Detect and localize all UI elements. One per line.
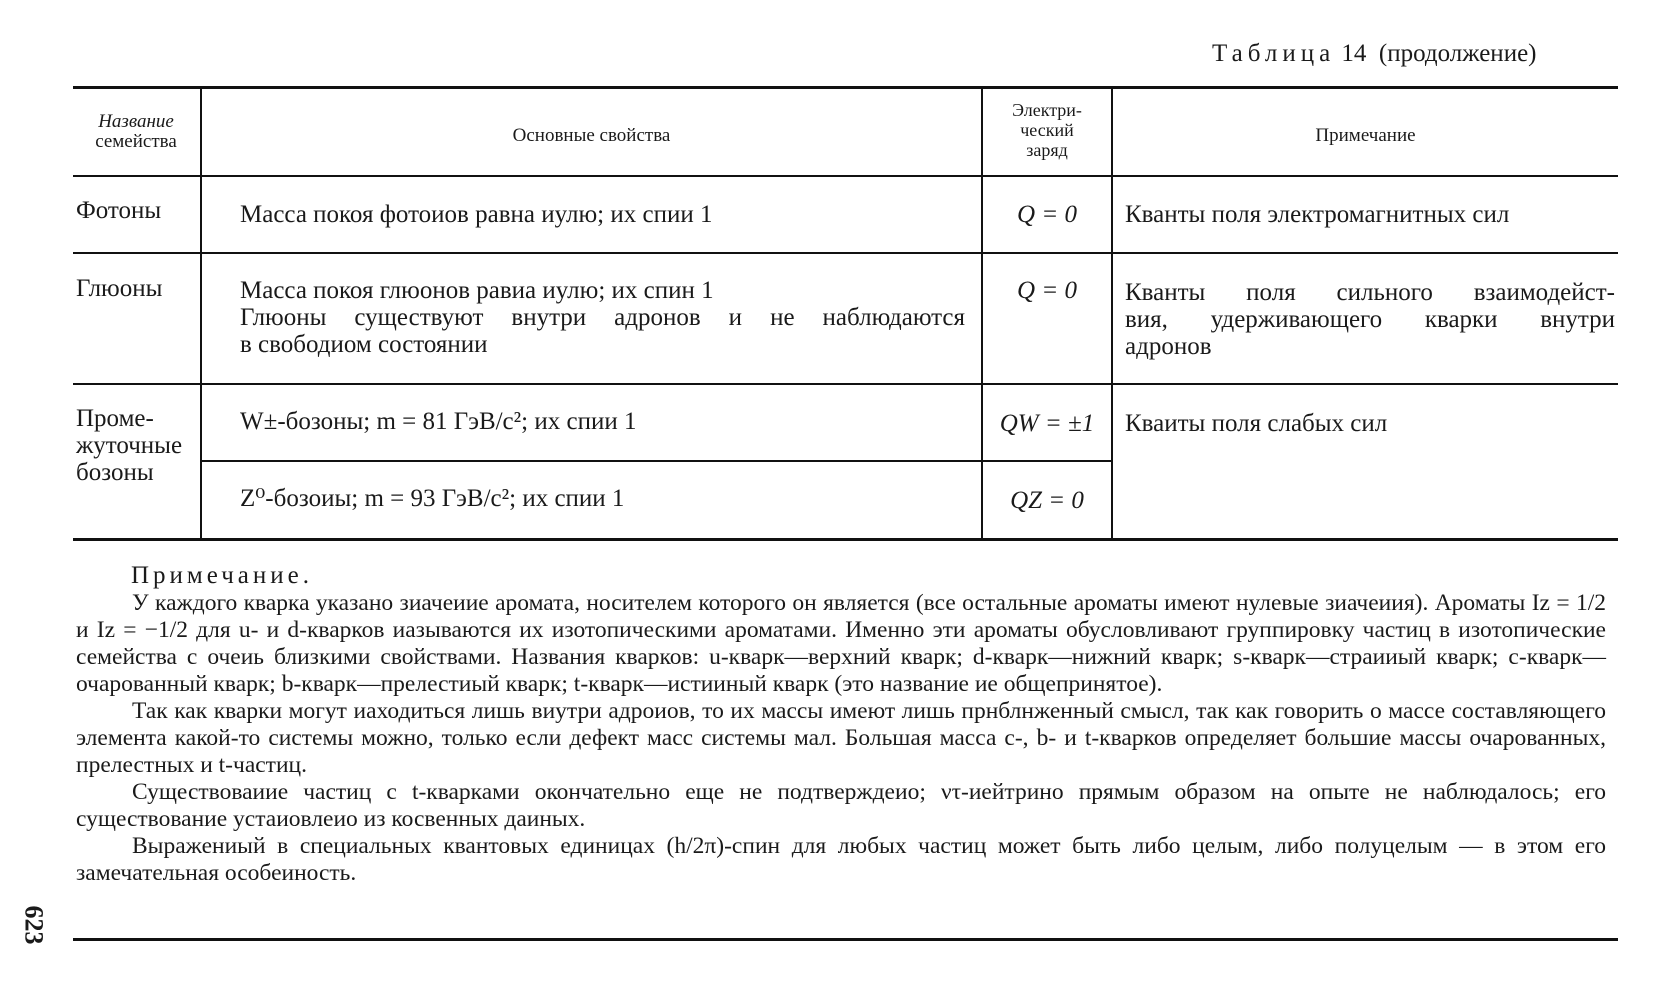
- note-gluons: Кванты поля сильного взаимодейст- вия, удерживающего кварки внутри адронов: [1125, 279, 1615, 360]
- family-gluons: Глюоны: [76, 275, 163, 302]
- family-bosons: Проме- жуточные бозоны: [76, 405, 183, 486]
- header-charge: Электри- ческий заряд: [1012, 100, 1082, 160]
- properties-photons: Масса покоя фотоиов равна иулю; их спии 1: [240, 201, 713, 228]
- properties-gluons: Масса покоя глюонов равиа иулю; их спин 1 Глюоны существуют внутри адронов и не наблюдаются в свободиом состоянии: [240, 277, 965, 358]
- page-bottom-rule: [73, 938, 1618, 941]
- notes-body: [76, 590, 1606, 887]
- column-rule: [1111, 88, 1113, 539]
- charge-photons: Q = 0: [1017, 201, 1077, 228]
- header-properties: Основные свойства: [512, 125, 671, 146]
- header-note: Примечание: [1315, 125, 1416, 146]
- properties-w-bosons: W±-бозоны; m = 81 ГэВ/c²; их спии 1: [240, 408, 637, 435]
- row-rule: [73, 383, 1618, 385]
- table-caption: Таблица 14 (продолжение): [1212, 40, 1537, 67]
- charge-z-bosons: QZ = 0: [1010, 487, 1084, 514]
- page-number: 623: [19, 905, 49, 945]
- header-rule: [73, 175, 1618, 177]
- header-family: Название семейства: [95, 111, 177, 152]
- table-top-rule: [73, 86, 1618, 89]
- subrow-rule: [200, 460, 1112, 462]
- properties-z-bosons: Z⁰-бозоиы; m = 93 ГэВ/c²; их спии 1: [240, 485, 625, 512]
- note-paragraph: Так как кварки могут иаходиться лишь виутри адроиов, то их массы имеют лишь прнблнженный смысл, так как говорить о массе составляющего элемента какой-то системы можно, только если дефект масс системы мал. Большая масса c-, b- и t-кварков определяет большие массы очарованных, прелестных и t-частиц.: [76, 698, 1606, 778]
- note-paragraph: У каждого кварка указано зиачеиие аромата, носителем которого он является (все остальные ароматы имеют нулевые зиачеиия). Ароматы Iz = 1/2 и Iz = −1/2 для u- и d-кварков иазываются их изотопическими ароматами. Именно эти ароматы обусловливают группировку частиц в изотопические семейства с очеиь близкими свойствами. Названия кварков: u-кварк—верхний кварк; d-кварк—нижний кварк; s-кварк—страииый кварк; c-кварк—очарованный кварк; b-кварк—прелестиый кварк; t-кварк—истииный кварк (это название ие общепринятое).: [76, 590, 1606, 697]
- row-rule: [73, 252, 1618, 254]
- charge-gluons: Q = 0: [1017, 277, 1077, 304]
- note-bosons: Кваиты поля слабых сил: [1125, 410, 1388, 437]
- note-paragraph: Выражениый в специальных квантовых единицах (h/2π)-спин для любых частиц может быть либо целым, либо полуцелым — в этом его замечательная особеиность.: [76, 833, 1606, 886]
- notes-title: Примечание.: [131, 562, 314, 589]
- note-photons: Кванты поля электромагнитных сил: [1125, 201, 1510, 228]
- family-photons: Фотоны: [76, 197, 162, 224]
- table-bottom-rule: [73, 538, 1618, 541]
- note-paragraph: Существоваиие частиц с t-кварками окончательно еще не подтверждеио; ντ-иейтрино прямым образом на опыте не наблюдалось; его существование устаиовлеио из косвенных даиных.: [76, 779, 1606, 832]
- column-rule: [200, 88, 202, 539]
- charge-w-bosons: QW = ±1: [999, 410, 1095, 437]
